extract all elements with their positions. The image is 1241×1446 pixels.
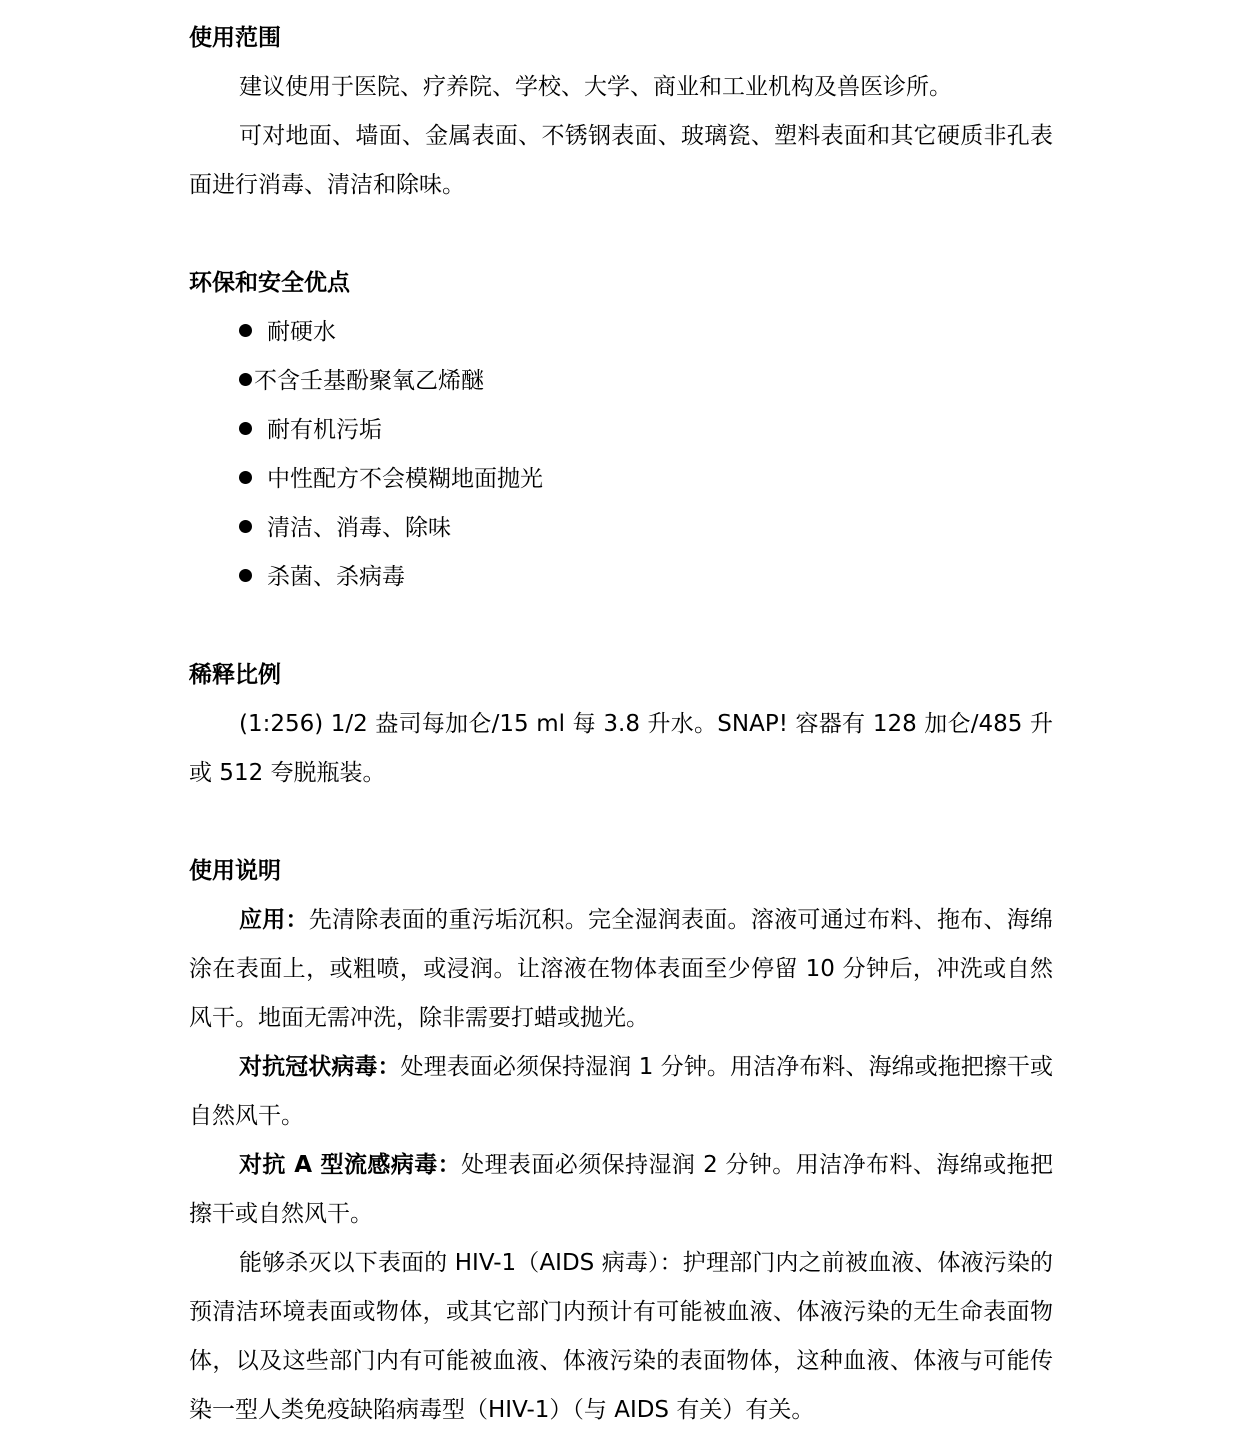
section-heading-instructions: 使用说明: [189, 858, 281, 884]
scope-paragraph-2: 可对地面、墙面、金属表面、不锈钢表面、玻璃瓷、塑料表面和其它硬质非孔表面进行消毒、清洁和除味。: [189, 123, 1053, 198]
list-item-text: 中性配方不会模糊地面抛光: [267, 466, 543, 492]
bullet-icon: [239, 324, 252, 337]
list-item-text: 杀菌、杀病毒: [267, 564, 405, 590]
scope-paragraph-1: 建议使用于医院、疗养院、学校、大学、商业和工业机构及兽医诊所。: [239, 74, 952, 100]
bullet-icon: [239, 373, 252, 386]
section-heading-dilution: 稀释比例: [189, 662, 281, 688]
list-item: [189, 455, 1053, 504]
section-advantages: [189, 259, 1053, 602]
list-item: [189, 308, 1053, 357]
bullet-icon: [239, 569, 252, 582]
dilution-paragraph: (1:256) 1/2 盎司每加仑/15 ml 每 3.8 升水。SNAP! 容器有 128 加仑/485 升或 512 夸脱瓶装。: [189, 711, 1053, 786]
section-heading-advantages: 环保和安全优点: [189, 270, 350, 296]
list-item-text: 耐有机污垢: [267, 417, 382, 443]
instruction-coronavirus: [189, 1043, 1053, 1141]
instruction-lead: 对抗 A 型流感病毒：: [239, 1152, 462, 1178]
list-item-text: 不含壬基酚聚氧乙烯醚: [254, 368, 484, 394]
list-item-text: 耐硬水: [267, 319, 336, 345]
list-item: [189, 504, 1053, 553]
instruction-application: [189, 896, 1053, 1043]
list-item-text: 清洁、消毒、除味: [267, 515, 451, 541]
document-page: [189, 14, 1053, 1435]
instruction-hiv: 能够杀灭以下表面的 HIV-1（AIDS 病毒）：护理部门内之前被血液、体液污染的预清洁环境表面或物体，或其它部门内预计有可能被血液、体液污染的无生命表面物体，以及这些部门内有可能被血液、体液污染的表面物体，这种血液、体液与可能传染一型人类免疫缺陷病毒型（HIV-1）（与 AIDS 有关）有关。: [189, 1250, 1053, 1423]
section-scope: [189, 14, 1053, 210]
section-instructions: [189, 847, 1053, 1435]
list-item: [189, 357, 1053, 406]
instruction-influenza: [189, 1141, 1053, 1239]
list-item: [189, 553, 1053, 602]
instruction-text: 处理表面必须保持湿润 1 分钟。用洁净布料、海绵或拖把擦干或自然风干。: [189, 1054, 1053, 1129]
instruction-lead: 对抗冠状病毒：: [239, 1054, 401, 1080]
section-dilution: [189, 651, 1053, 798]
bullet-icon: [239, 520, 252, 533]
advantages-list: [189, 308, 1053, 602]
instruction-text: 先清除表面的重污垢沉积。完全湿润表面。溶液可通过布料、拖布、海绵涂在表面上，或粗喷，或浸润。让溶液在物体表面至少停留 10 分钟后，冲洗或自然风干。地面无需冲洗，除非需要打蜡或抛光。: [189, 907, 1054, 1031]
bullet-icon: [239, 471, 252, 484]
list-item: [189, 406, 1053, 455]
instruction-text: 处理表面必须保持湿润 2 分钟。用洁净布料、海绵或拖把擦干或自然风干。: [189, 1152, 1053, 1227]
bullet-icon: [239, 422, 252, 435]
section-heading-scope: 使用范围: [189, 25, 281, 51]
instruction-lead: 应用：: [239, 907, 309, 933]
